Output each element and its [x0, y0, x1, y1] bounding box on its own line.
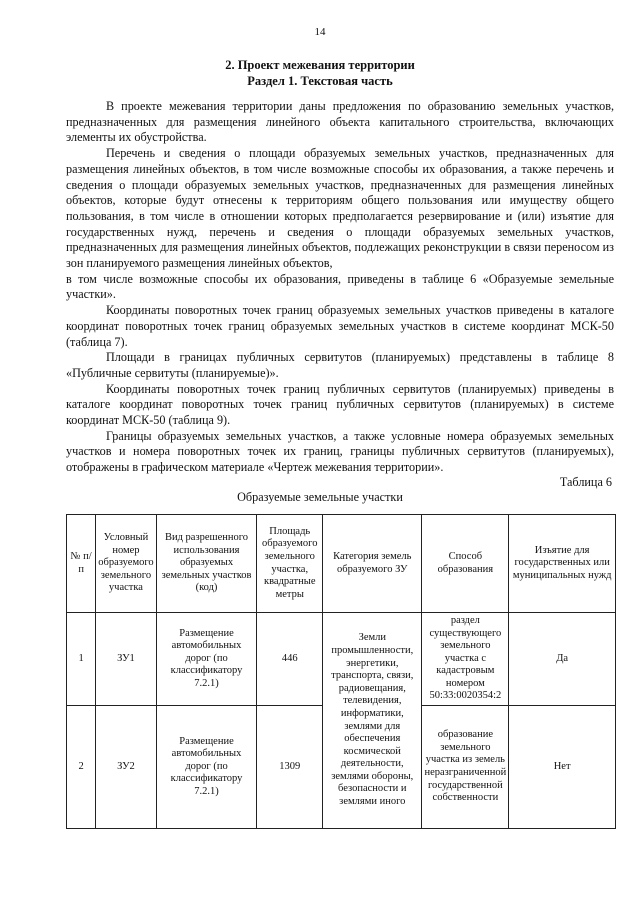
cell-use: Размещение автомобильных дорог (по классификатору 7.2.1): [156, 706, 257, 829]
col-header-seizure: Изъятие для государственных или муниципальных нужд: [509, 515, 616, 613]
cell-id: ЗУ1: [96, 613, 156, 706]
cell-method: образование земельного участка из земель неразграниченной государственной собственности: [422, 706, 509, 829]
cell-id: ЗУ2: [96, 706, 156, 829]
paragraph: Координаты поворотных точек границ образуемых земельных участков приведены в каталоге координат поворотных точек границ образуемых земельных участков в системе координат МСК-50 (таблица 7).: [66, 303, 614, 349]
cell-seizure: Да: [509, 613, 616, 706]
section-title: 2. Проект межевания территории: [225, 58, 415, 72]
col-header-method: Способ образования: [422, 515, 509, 613]
paragraph: Площади в границах публичных сервитутов (планируемых) представлены в таблице 8 «Публичные сервитуты (планируемые)».: [66, 350, 614, 380]
col-header-use: Вид разрешенного использования образуемых земельных участков (код): [156, 515, 257, 613]
table-header-row: [67, 515, 616, 613]
col-header-area: Площадь образуемого земельного участка, квадратные метры: [257, 515, 323, 613]
paragraph: Координаты поворотных точек границ публичных сервитутов (планируемых) приведены в каталоге координат поворотных точек границ публичных сервитутов (планируемых) в системе координат МСК-50 (таблица 9).: [66, 381, 614, 428]
col-header-num: № п/п: [67, 515, 96, 613]
cell-category: Земли промышленности, энергетики, транспорта, связи, радиовещания, телевидения, информатики, землями для обеспечения космической деятельности, землями обороны, безопасности и землями иного: [323, 613, 422, 829]
paragraph: В проекте межевания территории даны предложения по образованию земельных участков, предназначенных для размещения линейного объекта капитального строительства, включающих элементы их обустройства.: [66, 99, 614, 145]
body-text: [66, 99, 614, 476]
col-header-id: Условный номер образуемого земельного участка: [96, 515, 156, 613]
page-number: 14: [314, 26, 326, 38]
table-label: Таблица 6: [559, 475, 612, 489]
cell-method: раздел существующего земельного участка с кадастровым номером 50:33:0020354:2: [422, 613, 509, 706]
col-header-category: Категория земель образуемого ЗУ: [323, 515, 422, 613]
table-title: Образуемые земельные участки: [237, 490, 403, 504]
cell-num: 2: [67, 706, 96, 829]
cell-use: Размещение автомобильных дорог (по классификатору 7.2.1): [156, 613, 257, 706]
cell-num: 1: [67, 613, 96, 706]
subsection-title: Раздел 1. Текстовая часть: [247, 74, 393, 88]
table-row: [67, 613, 616, 706]
cell-area: 1309: [257, 706, 323, 829]
cell-seizure: Нет: [509, 706, 616, 829]
paragraph: в том числе возможные способы их образования, приведены в таблице 6 «Образуемые земельные участки».: [66, 271, 614, 302]
paragraph: Границы образуемых земельных участков, а также условные номера образуемых земельных участков и номера поворотных точек их границ, границы публичных сервитутов (планируемых), отображены в графическом материале «Чертеж межевания территории».: [66, 428, 614, 475]
paragraph: Перечень и сведения о площади образуемых земельных участков, предназначенных для размещения линейных объектов, в том числе возможные способы их образования, а также перечень и сведения о площади образуемых земельных участков, предназначенных для размещения линейных объектов, которые будут отнесены к территориям общего пользования или имуществу общего пользования, в том числе в отношении которых предполагается резервирование и (или) изъятие для государственных нужд, перечень и сведения о площади образуемых земельных участков, предназначенных для размещения линейных объектов, подлежащих реконструкции в связи переносом из зон планируемого размещения линейных объектов,: [66, 146, 614, 271]
land-plots-table: [66, 514, 616, 829]
cell-area: 446: [257, 613, 323, 706]
